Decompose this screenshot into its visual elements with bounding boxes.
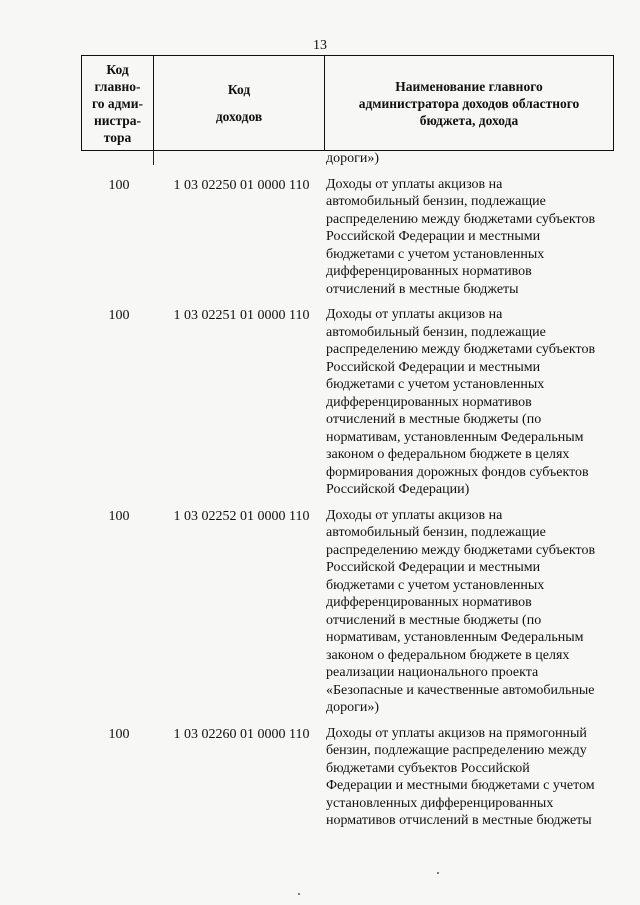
name-cell: [326, 306, 613, 499]
header-line: доходов: [215, 109, 263, 124]
header-name: [325, 56, 614, 151]
name-line: дифференцированных нормативов: [326, 394, 532, 410]
name-line: Российской Федерации и местными: [326, 229, 541, 244]
revenue-code-cell: 1 03 02251 01 0000 110: [173, 308, 310, 323]
name-line: распределению между бюджетами субъектов: [326, 211, 596, 227]
name-line: дороги»): [326, 700, 380, 715]
name-line: Доходы от уплаты акцизов на: [326, 176, 503, 192]
continuation-text: дороги»): [326, 151, 380, 166]
header-line: Код: [227, 82, 251, 97]
name-cell: [326, 507, 613, 717]
name-line: бюджетами с учетом установленных: [326, 246, 545, 262]
revenue-code-cell: 1 03 02260 01 0000 110: [173, 726, 310, 742]
scan-speck: [298, 893, 300, 895]
header-revenue-code: [154, 56, 325, 151]
name-line: Российской Федерации): [326, 482, 470, 497]
header-admin-code: [82, 56, 154, 151]
name-line: распределению между бюджетами субъектов: [326, 542, 596, 558]
table-row: [81, 306, 613, 499]
row-list: [81, 176, 613, 830]
header-line: Наименование главного: [395, 78, 543, 94]
table-header: [81, 55, 614, 151]
header-line: главно-: [94, 78, 141, 94]
name-line: законом о федеральном бюджете в целях: [326, 447, 570, 462]
name-line: нормативам, установленным Федеральным: [326, 630, 584, 645]
table-row: [81, 725, 613, 830]
admin-code-cell: 100: [108, 726, 130, 742]
header-line: администратора доходов областного: [358, 95, 580, 111]
header-line: бюджета, дохода: [419, 112, 519, 128]
name-line: дифференцированных нормативов: [326, 595, 532, 610]
name-line: Федерации и местными бюджетами с учетом: [326, 778, 595, 793]
revenue-code-cell: 1 03 02250 01 0000 110: [173, 177, 310, 193]
table-row: [81, 176, 613, 299]
name-line: Российской Федерации и местными: [326, 560, 541, 575]
name-line: распределению между бюджетами субъектов: [326, 342, 596, 357]
name-line: установленных дифференцированных: [326, 795, 554, 811]
header-line: тора: [103, 129, 132, 145]
table-row: [81, 507, 613, 717]
table-body: [81, 150, 613, 830]
header-line: го адми-: [92, 95, 143, 111]
name-line: формирования дорожных фондов субъектов: [326, 464, 589, 480]
page-number: 13: [313, 38, 327, 53]
name-line: бензин, подлежащие распределению между: [326, 743, 587, 758]
name-line: нормативов отчислений в местные бюджеты: [326, 813, 592, 828]
name-line: Российской Федерации и местными: [326, 359, 541, 375]
name-cell: [326, 176, 613, 299]
name-line: бюджетами субъектов Российской: [326, 760, 530, 776]
name-line: автомобильный бензин, подлежащие: [326, 194, 546, 209]
name-line: бюджетами с учетом установленных: [326, 577, 545, 593]
admin-code-cell: 100: [108, 508, 130, 524]
admin-code-cell: 100: [108, 177, 130, 193]
name-line: автомобильный бензин, подлежащие: [326, 324, 546, 340]
scan-speck: [437, 872, 439, 874]
name-line: автомобильный бензин, подлежащие: [326, 525, 546, 540]
name-line: нормативам, установленным Федеральным: [326, 429, 584, 445]
name-line: Доходы от уплаты акцизов на: [326, 507, 503, 523]
name-line: дифференцированных нормативов: [326, 264, 532, 279]
revenue-code-cell: 1 03 02252 01 0000 110: [173, 508, 310, 524]
name-line: реализации национального проекта: [326, 665, 539, 680]
name-line: «Безопасные и качественные автомобильные: [326, 682, 595, 698]
header-line: нистра-: [93, 112, 142, 128]
name-cell: [326, 725, 613, 830]
name-line: законом о федеральном бюджете в целях: [326, 647, 570, 663]
name-line: Доходы от уплаты акцизов на: [326, 307, 503, 322]
header-line: Код: [106, 61, 129, 77]
name-line: бюджетами с учетом установленных: [326, 377, 545, 392]
name-line: отчислений в местные бюджеты (по: [326, 412, 542, 427]
name-line: отчислений в местные бюджеты (по: [326, 612, 542, 628]
name-line: отчислений в местные бюджеты: [326, 281, 519, 297]
name-line: Доходы от уплаты акцизов на прямогонный: [326, 725, 587, 741]
admin-code-cell: 100: [108, 308, 130, 323]
